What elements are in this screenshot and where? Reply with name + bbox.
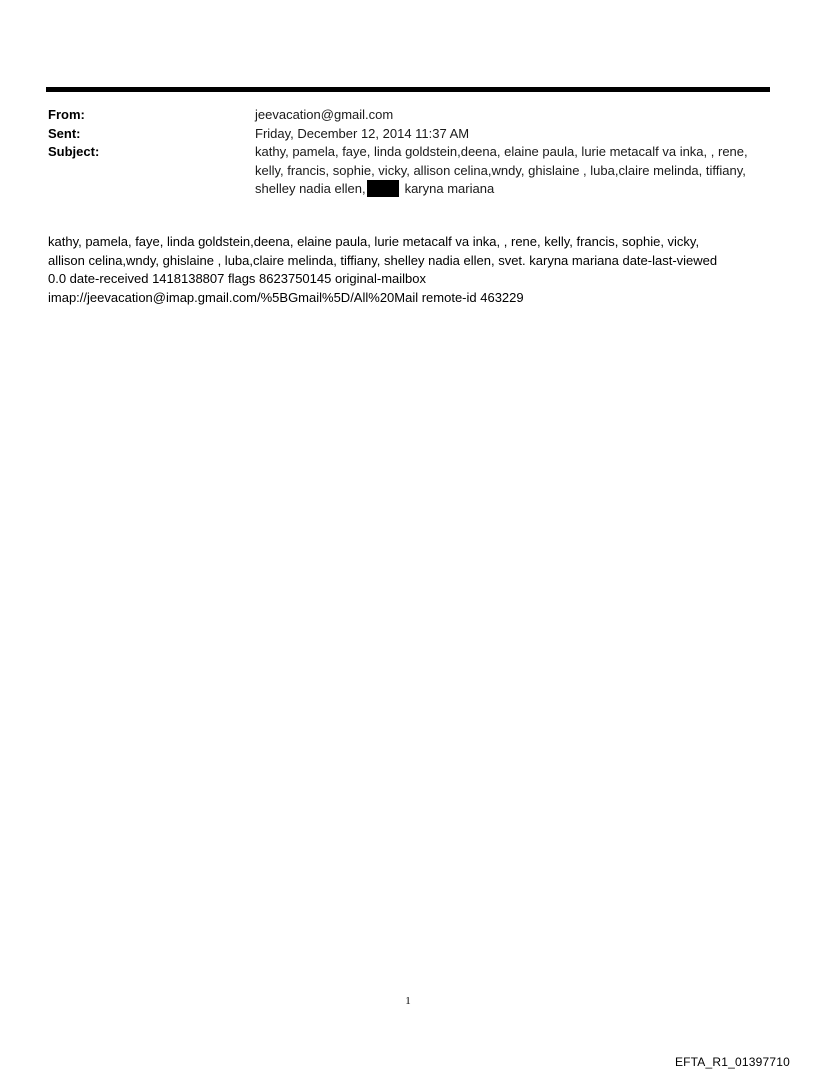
subject-text-part-1: kathy, pamela, faye, linda goldstein,deena, elaine paula, lurie metacalf va inka, , rene, kelly, francis, sophie, vicky, allison celina,wndy, ghislaine , luba,claire melinda, tiffiany, shelley nadia ellen,: [255, 144, 748, 196]
redaction-box: [367, 180, 399, 197]
header-divider: [46, 87, 770, 92]
subject-value: [255, 143, 770, 199]
sent-value: Friday, December 12, 2014 11:37 AM: [255, 125, 470, 141]
email-body: kathy, pamela, faye, linda goldstein,deena, elaine paula, lurie metacalf va inka, , rene, kelly, francis, sophie, vicky, allison celina,wndy, ghislaine , luba,claire melinda, tiffiany, shelley nadia ellen, svet. karyna mariana date-last-viewed 0.0 date-received 1418138807 flags 8623750145 original-mailbox imap://jeevacation@imap.gmail.com/%5BGmail%5D/All%20Mail remote-id 463229: [48, 234, 718, 305]
bates-number: EFTA_R1_01397710: [674, 1055, 790, 1069]
from-value: jeevacation@gmail.com: [255, 107, 394, 122]
page-number: 1: [405, 995, 411, 1007]
sent-label: Sent:: [48, 125, 81, 141]
email-header: [48, 106, 770, 199]
sent-row: [48, 125, 770, 144]
subject-label: Subject:: [48, 144, 100, 159]
from-row: [48, 106, 770, 125]
subject-text-part-2: karyna mariana: [404, 181, 495, 196]
from-label: From:: [48, 107, 85, 122]
subject-row: [48, 143, 770, 199]
